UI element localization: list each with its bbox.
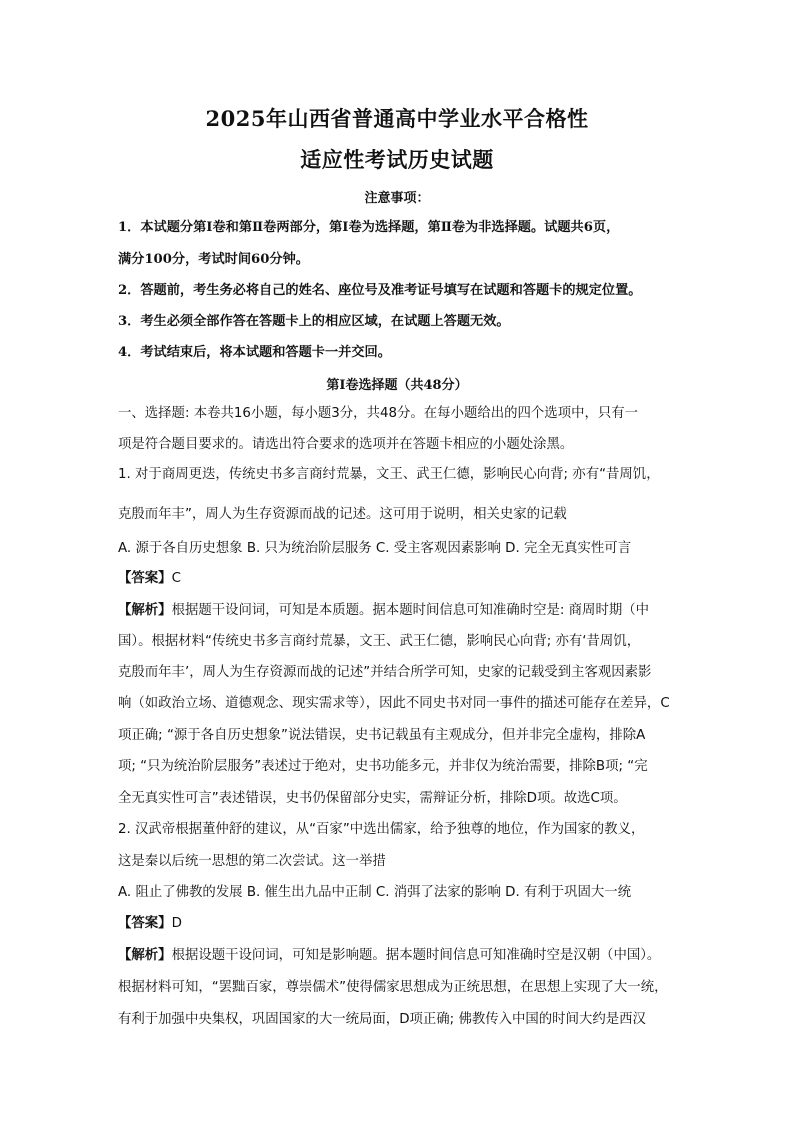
answer-value: C [171,571,181,586]
answer-tag: 【答案】 [118,916,172,931]
analysis-tag: 【解析】 [118,948,172,963]
question-2-options: A. 阻止了佛教的发展 B. 催生出九品中正制 C. 消弭了法家的影响 D. 有利于巩固大一统 [118,885,632,900]
notice-heading: 注意事项： [364,191,430,206]
question-2-stem: 2. 汉武帝根据董仲舒的建议，从“百家”中选出儒家，给予独尊的地位，作为国家的教义， [118,822,645,837]
question-2-analysis [118,946,688,966]
intro-line: 一、选择题: 本卷共16小题，每小题3分，共48分。在每小题给出的四个选项中，只有一 [118,406,639,421]
notice-item: 满分100分，考试时间60分钟。 [118,252,309,267]
notice-item: 4．考试结束后，将本试题和答题卡一并交回。 [118,345,391,360]
question-1-analysis [118,601,688,621]
answer-tag: 【答案】 [118,571,172,586]
section-heading: 第Ⅰ卷选择题（共48分） [326,378,468,393]
analysis-text: 根据题干设问词，可知是本质题。据本题时间信息可知准确时空是: 商周时期（中 [171,603,649,618]
question-1-options: A. 源于各自历史想象 B. 只为统治阶层服务 C. 受主客观因素影响 D. 完全无真实性可言 [118,541,632,556]
notice-item: 2．答题前，考生务必将自己的姓名、座位号及准考证号填写在试题和答题卡的规定位置。 [118,283,642,298]
question-2-answer [118,914,688,934]
notice-item: 3．考生必须全部作答在答题卡上的相应区域，在试题上答题无效。 [118,314,510,329]
page-title: 2025年山西省普通高中学业水平合格性 [205,106,589,131]
answer-value: D [171,916,182,931]
question-1-stem: 1. 对于商周更迭，传统史书多言商纣荒暴，文王、武王仁德，影响民心向背; 亦有“昔周饥， [118,467,660,482]
notice-item: 1．本试题分第Ⅰ卷和第Ⅱ卷两部分，第Ⅰ卷为选择题，第Ⅱ卷为非选择题。试题共6页， [118,220,620,235]
analysis-line: 项正确; “源于各自历史想象”说法错误，史书记载虽有主观成分，但并非完全虚构，排除A [118,728,646,743]
analysis-tag: 【解析】 [118,603,172,618]
analysis-line: 国）。根据材料“传统史书多言商纣荒暴，文王、武王仁德，影响民心向背; 亦有‘昔周饥， [118,634,641,649]
page-subtitle: 适应性考试历史试题 [300,147,494,172]
analysis-text: 根据设题干设问词，可知是影响题。据本题时间信息可知准确时空是汉朝（中国）。 [171,948,661,963]
question-1-answer [118,569,688,589]
analysis-line: 克殷而年丰’，周人为生存资源而战的记述”并结合所学可知，史家的记载受到主客观因素影 [118,665,652,680]
question-1-stem: 克殷而年丰”，周人为生存资源而战的记述。这可用于说明，相关史家的记载 [118,507,567,522]
analysis-line: 项; “只为统治阶层服务”表述过于绝对，史书功能多元，并非仅为统治需要，排除B项; “完 [118,759,648,774]
intro-line: 项是符合题目要求的。请选出符合要求的选项并在答题卡相应的小题处涂黑。 [118,437,574,452]
analysis-line: 响（如政治立场、道德观念、现实需求等），因此不同史书对同一事件的描述可能存在差异，C [118,696,670,711]
analysis-line: 全无真实性可言”表述错误，史书仍保留部分史实，需辩证分析，排除D项。故选C项。 [118,791,627,806]
analysis-line: 有利于加强中央集权，巩固国家的大一统局面，D项正确; 佛教传入中国的时间大约是西汉 [118,1012,646,1027]
analysis-line: 根据材料可知，“罢黜百家，尊崇儒术”使得儒家思想成为正统思想，在思想上实现了大一统， [118,980,668,995]
question-2-stem: 这是秦以后统一思想的第二次尝试。这一举措 [118,854,386,869]
